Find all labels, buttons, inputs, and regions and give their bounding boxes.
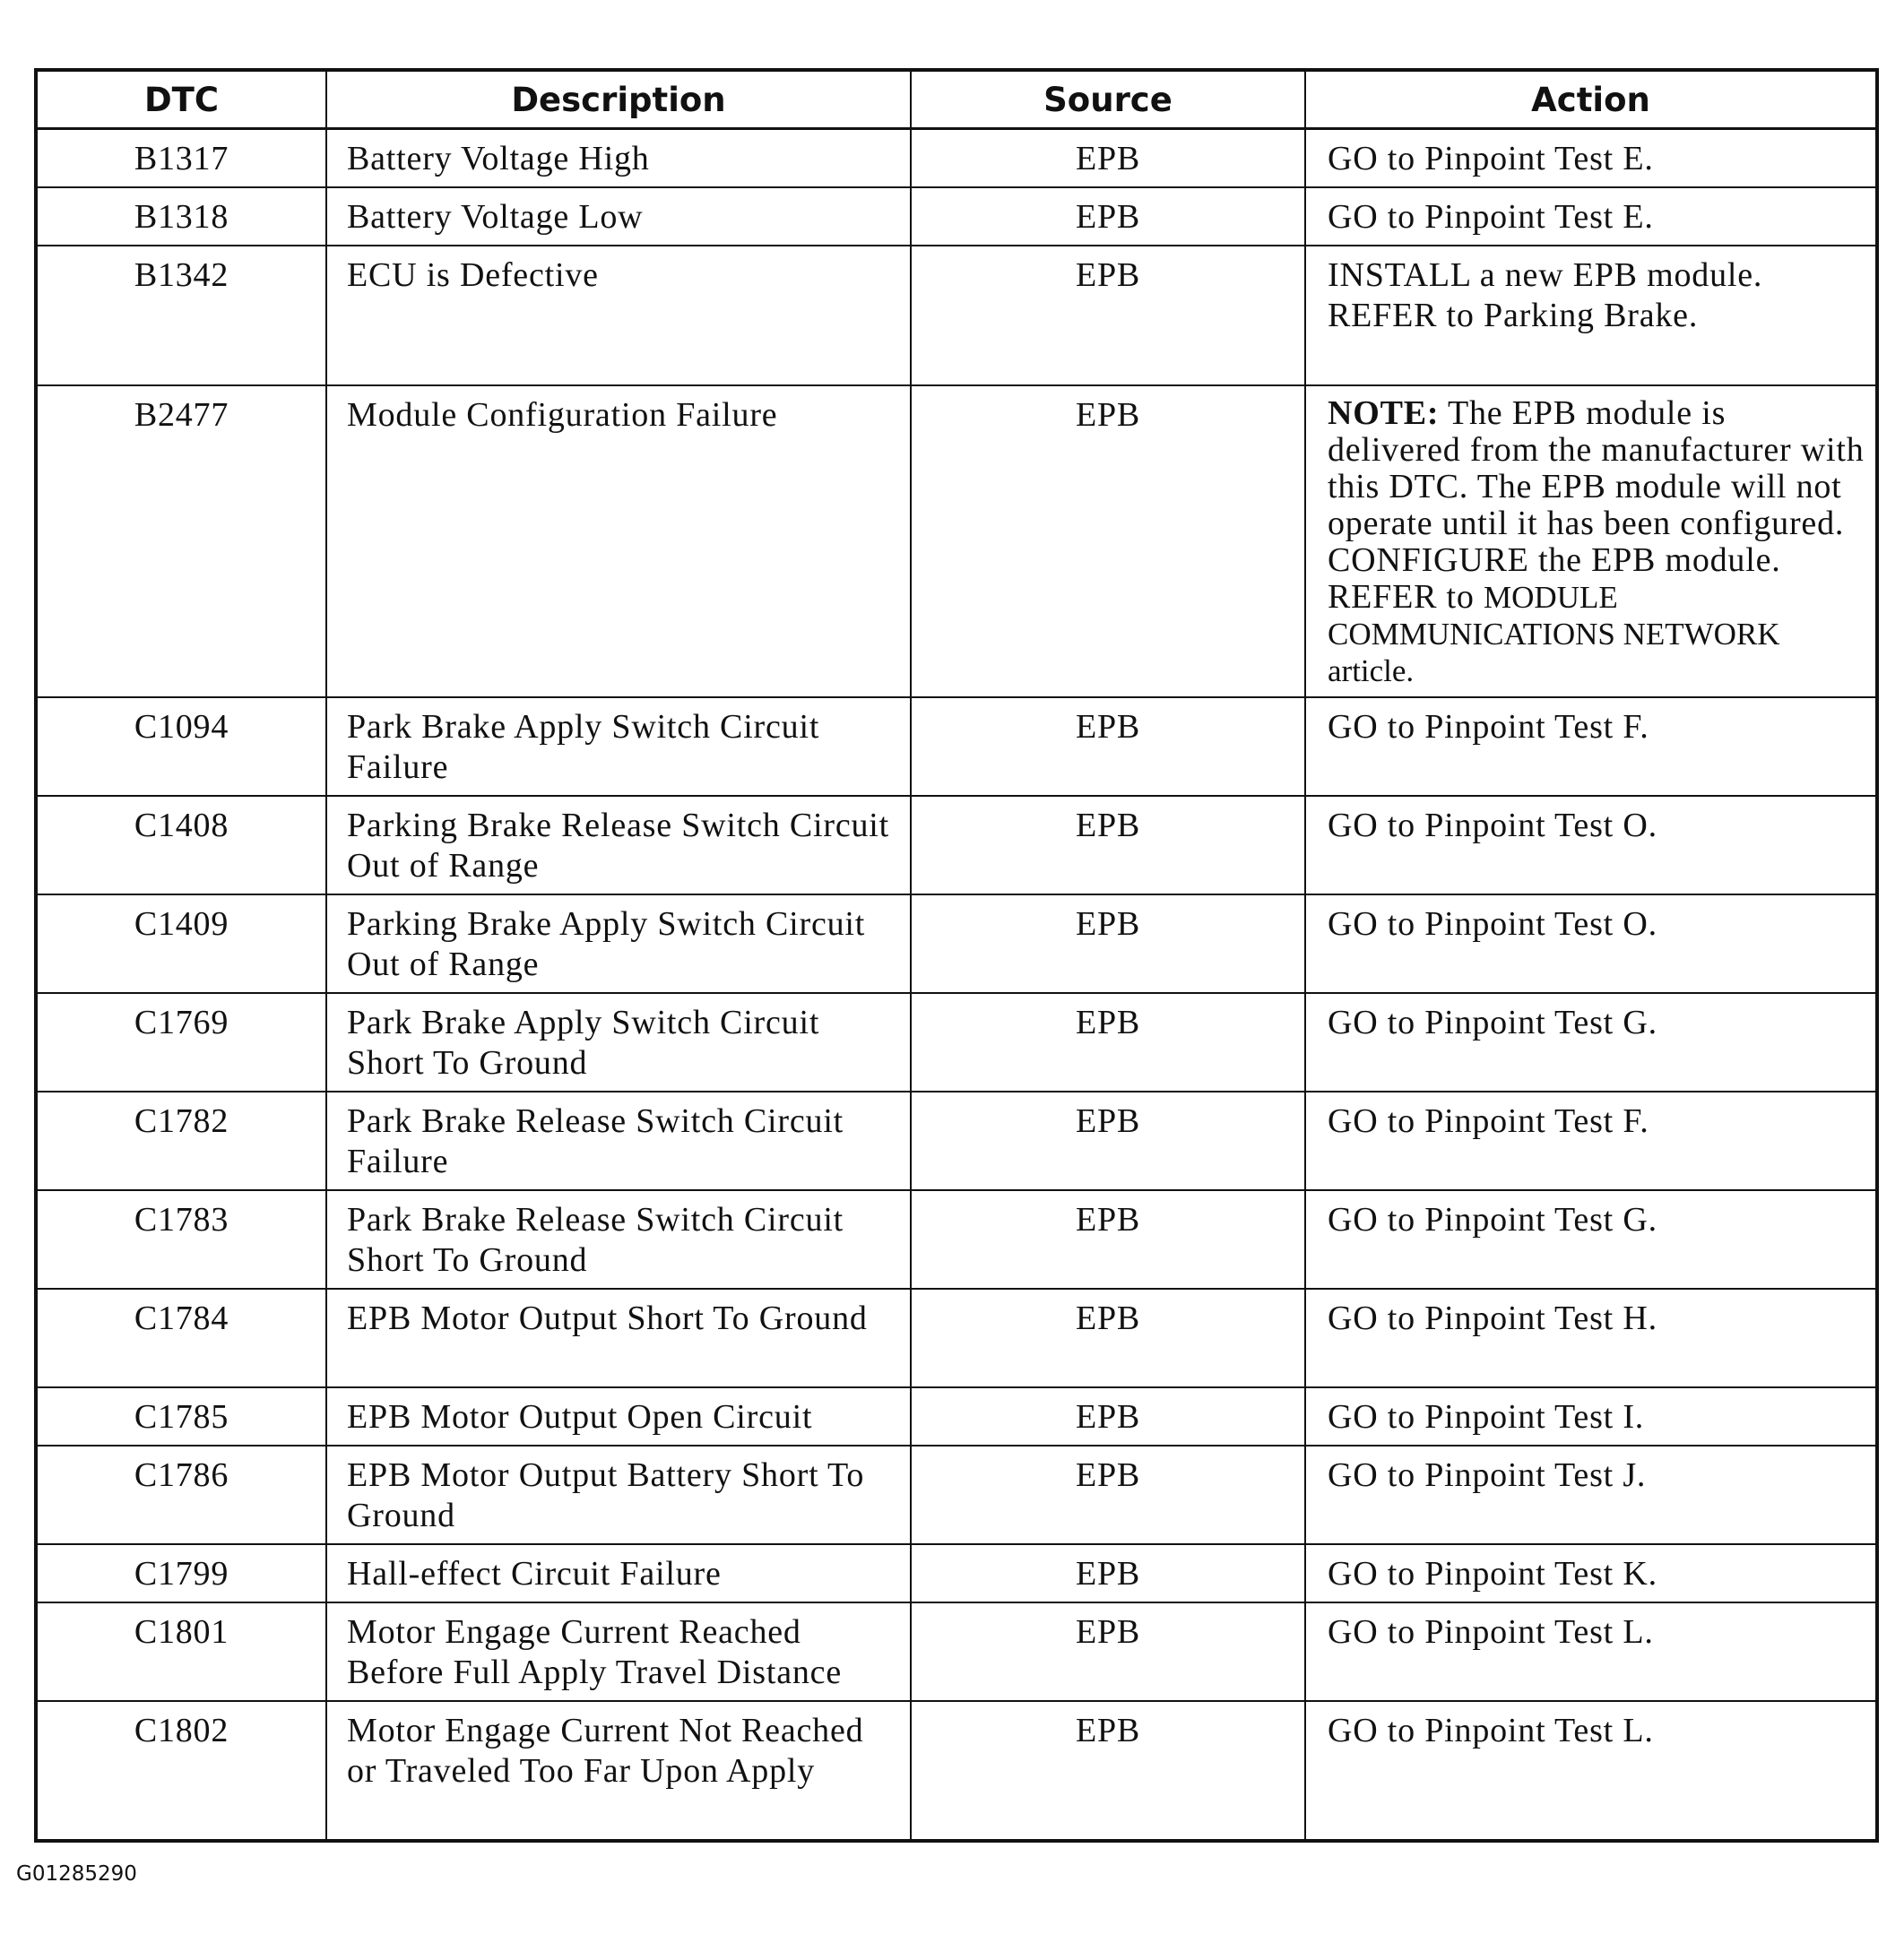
dtc-description: Park Brake Release Switch Circuit Failure xyxy=(326,1092,911,1190)
note-text: The EPB module is delivered from the manufacturer with this DTC. The EPB module will not operate until it has been configured. CONFIGURE the EPB module. REFER to xyxy=(1328,394,1865,616)
header-dtc: DTC xyxy=(36,70,326,129)
table-body xyxy=(36,129,1877,1842)
table-row xyxy=(36,1701,1877,1841)
dtc-code: C1802 xyxy=(36,1701,326,1841)
dtc-source: EPB xyxy=(911,894,1305,993)
dtc-source: EPB xyxy=(911,1092,1305,1190)
dtc-description: Park Brake Apply Switch Circuit Failure xyxy=(326,697,911,796)
dtc-source: EPB xyxy=(911,697,1305,796)
table-row xyxy=(36,1289,1877,1387)
dtc-source: EPB xyxy=(911,129,1305,188)
dtc-source: EPB xyxy=(911,1387,1305,1446)
header-description: Description xyxy=(326,70,911,129)
dtc-action xyxy=(1305,385,1877,697)
table-row xyxy=(36,1387,1877,1446)
dtc-action: INSTALL a new EPB module. REFER to Parking Brake. xyxy=(1305,246,1877,385)
table-row xyxy=(36,1092,1877,1190)
dtc-code: C1783 xyxy=(36,1190,326,1289)
table-row xyxy=(36,697,1877,796)
dtc-source: EPB xyxy=(911,1701,1305,1841)
table-row xyxy=(36,129,1877,188)
dtc-code: C1094 xyxy=(36,697,326,796)
dtc-action: GO to Pinpoint Test E. xyxy=(1305,129,1877,188)
dtc-description: EPB Motor Output Open Circuit xyxy=(326,1387,911,1446)
dtc-code: C1784 xyxy=(36,1289,326,1387)
dtc-description: Park Brake Release Switch Circuit Short To Ground xyxy=(326,1190,911,1289)
dtc-source: EPB xyxy=(911,1602,1305,1701)
table-row xyxy=(36,993,1877,1092)
dtc-code: C1408 xyxy=(36,796,326,894)
dtc-description: Parking Brake Apply Switch Circuit Out of Range xyxy=(326,894,911,993)
dtc-action: GO to Pinpoint Test G. xyxy=(1305,993,1877,1092)
table-row xyxy=(36,1602,1877,1701)
dtc-description: Motor Engage Current Not Reached or Traveled Too Far Upon Apply xyxy=(326,1701,911,1841)
dtc-code: C1799 xyxy=(36,1544,326,1602)
figure-id: G01285290 xyxy=(16,1862,137,1886)
dtc-source: EPB xyxy=(911,993,1305,1092)
dtc-description: Module Configuration Failure xyxy=(326,385,911,697)
dtc-source: EPB xyxy=(911,1544,1305,1602)
dtc-code: C1782 xyxy=(36,1092,326,1190)
dtc-action: GO to Pinpoint Test L. xyxy=(1305,1602,1877,1701)
dtc-description: Battery Voltage High xyxy=(326,129,911,188)
dtc-source: EPB xyxy=(911,1289,1305,1387)
dtc-action: GO to Pinpoint Test F. xyxy=(1305,697,1877,796)
header-source: Source xyxy=(911,70,1305,129)
dtc-description: ECU is Defective xyxy=(326,246,911,385)
dtc-description: Park Brake Apply Switch Circuit Short To Ground xyxy=(326,993,911,1092)
dtc-code: C1785 xyxy=(36,1387,326,1446)
dtc-table xyxy=(34,68,1879,1843)
table-row xyxy=(36,1190,1877,1289)
dtc-action: GO to Pinpoint Test O. xyxy=(1305,894,1877,993)
dtc-action: GO to Pinpoint Test H. xyxy=(1305,1289,1877,1387)
dtc-code: C1786 xyxy=(36,1446,326,1544)
dtc-action: GO to Pinpoint Test E. xyxy=(1305,187,1877,246)
table-row xyxy=(36,246,1877,385)
dtc-source: EPB xyxy=(911,187,1305,246)
dtc-code: B1342 xyxy=(36,246,326,385)
dtc-action: GO to Pinpoint Test L. xyxy=(1305,1701,1877,1841)
table-row xyxy=(36,1446,1877,1544)
header-row xyxy=(36,70,1877,129)
dtc-code: B1317 xyxy=(36,129,326,188)
dtc-source: EPB xyxy=(911,385,1305,697)
dtc-code: C1769 xyxy=(36,993,326,1092)
dtc-code: C1801 xyxy=(36,1602,326,1701)
dtc-description: EPB Motor Output Short To Ground xyxy=(326,1289,911,1387)
dtc-description: Parking Brake Release Switch Circuit Out of Range xyxy=(326,796,911,894)
dtc-action: GO to Pinpoint Test O. xyxy=(1305,796,1877,894)
dtc-source: EPB xyxy=(911,246,1305,385)
dtc-source: EPB xyxy=(911,796,1305,894)
table-row xyxy=(36,187,1877,246)
dtc-source: EPB xyxy=(911,1190,1305,1289)
table-row xyxy=(36,385,1877,697)
header-action: Action xyxy=(1305,70,1877,129)
dtc-source: EPB xyxy=(911,1446,1305,1544)
dtc-action: GO to Pinpoint Test F. xyxy=(1305,1092,1877,1190)
table-row xyxy=(36,796,1877,894)
dtc-code: B2477 xyxy=(36,385,326,697)
dtc-action: GO to Pinpoint Test I. xyxy=(1305,1387,1877,1446)
dtc-code: B1318 xyxy=(36,187,326,246)
dtc-action: GO to Pinpoint Test K. xyxy=(1305,1544,1877,1602)
dtc-action: GO to Pinpoint Test G. xyxy=(1305,1190,1877,1289)
dtc-action: GO to Pinpoint Test J. xyxy=(1305,1446,1877,1544)
table-header xyxy=(36,70,1877,129)
table-row xyxy=(36,1544,1877,1602)
note-label: NOTE: xyxy=(1328,394,1440,432)
reference-link-text: MODULE COMMUNICATIONS NETWORK article. xyxy=(1328,580,1780,688)
table-row xyxy=(36,894,1877,993)
dtc-code: C1409 xyxy=(36,894,326,993)
dtc-description: Hall-effect Circuit Failure xyxy=(326,1544,911,1602)
dtc-description: EPB Motor Output Battery Short To Ground xyxy=(326,1446,911,1544)
dtc-description: Motor Engage Current Reached Before Full Apply Travel Distance xyxy=(326,1602,911,1701)
dtc-description: Battery Voltage Low xyxy=(326,187,911,246)
